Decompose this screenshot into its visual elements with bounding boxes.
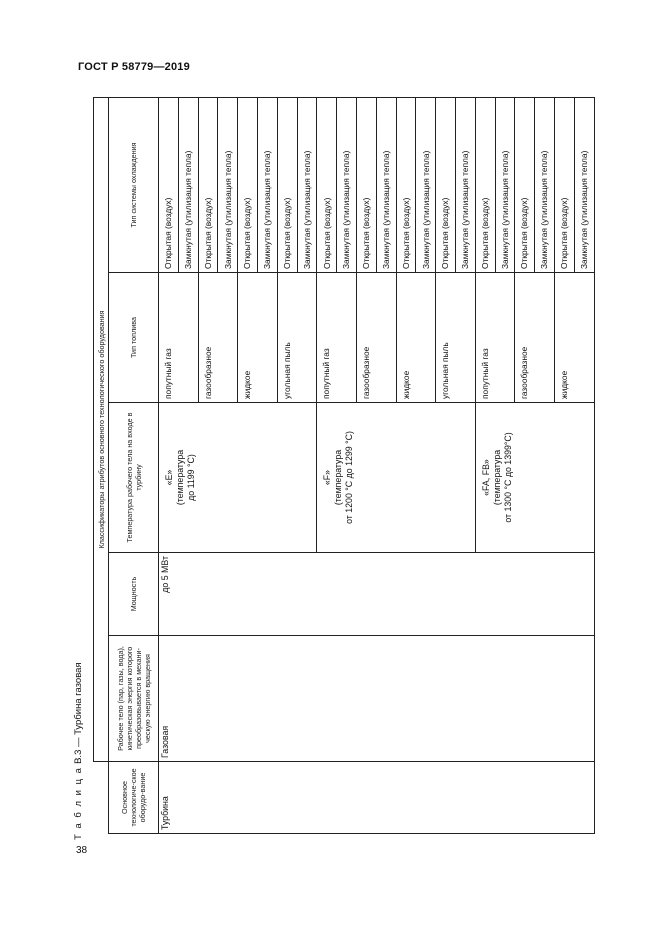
table-caption [73,662,84,840]
col-temperature: Температура рабочего тела на входе в турбину [109,403,159,553]
cooling-open-cell: Открытая (воздух) [238,97,258,272]
cooling-open-cell: Открытая (воздух) [475,97,495,272]
fuel-cell: попутный газ [317,273,357,403]
col-fuel: Тип топлива [109,273,159,403]
fuel-cell: попутный газ [159,273,199,403]
fuel-cell: жидкое [396,273,436,403]
rotated-table-area [73,95,603,840]
cooling-closed-cell: Замкнутая (утилизация тепла) [495,97,515,272]
page-number: 38 [76,845,88,856]
cooling-open-cell: Открытая (воздух) [198,97,218,272]
cooling-open-cell: Открытая (воздух) [554,97,574,272]
cooling-open-cell: Открытая (воздух) [356,97,376,272]
cooling-closed-cell: Замкнутая (утилизация тепла) [574,97,594,272]
col-working-body: Рабочее тело (пар, газы, вода), кинетическая энергия которого преобразовывается в механи-ческую энергию вращения [109,636,159,762]
cooling-open-cell: Открытая (воздух) [317,97,337,272]
main-equipment-cell: Турбина [159,762,595,834]
cooling-closed-cell: Замкнутая (утилизация тепла) [218,97,238,272]
fuel-cell: угольная пыль [436,273,476,403]
caption-text: В.3 — Турбина газовая [73,662,84,764]
working-body-cell: Газовая [159,636,595,762]
fuel-cell: угольная пыль [277,273,317,403]
cooling-closed-cell: Замкнутая (утилизация тепла) [337,97,357,272]
cooling-closed-cell: Замкнутая (утилизация тепла) [535,97,555,272]
temperature-cell: «E» (температура до 1199 °С) [159,403,317,553]
fuel-cell: газообразное [356,273,396,403]
power-cell: до 5 МВт [159,553,595,636]
group-header: Классификаторы атрибутов основного технологического оборудования [94,97,109,761]
col-cooling: Тип системы охлаждения [109,97,159,272]
cooling-open-cell: Открытая (воздух) [515,97,535,272]
cooling-closed-cell: Замкнутая (утилизация тепла) [376,97,396,272]
cooling-open-cell: Открытая (воздух) [277,97,297,272]
caption-prefix: Т а б л и ц а [73,766,84,840]
fuel-cell: жидкое [238,273,278,403]
attributes-table [93,97,595,834]
temperature-cell: «FA, FB» (температура от 1300 °С до 1399°С) [475,403,594,553]
cooling-open-cell: Открытая (воздух) [159,97,179,272]
cooling-closed-cell: Замкнутая (утилизация тепла) [297,97,317,272]
cooling-open-cell: Открытая (воздух) [396,97,416,272]
cooling-closed-cell: Замкнутая (утилизация тепла) [178,97,198,272]
fuel-cell: газообразное [198,273,238,403]
cooling-open-cell: Открытая (воздух) [436,97,456,272]
document-header: ГОСТ Р 58779—2019 [78,61,190,73]
cooling-closed-cell: Замкнутая (утилизация тепла) [455,97,475,272]
cooling-closed-cell: Замкнутая (утилизация тепла) [416,97,436,272]
fuel-cell: жидкое [554,273,594,403]
fuel-cell: газообразное [515,273,555,403]
col-power: Мощность [109,553,159,636]
fuel-cell: попутный газ [475,273,515,403]
temperature-cell: «F» (температура от 1200 °С до 1299 °С) [317,403,475,553]
cooling-closed-cell: Замкнутая (утилизация тепла) [257,97,277,272]
col-main-equipment: Основное технологиче-ское оборудо-вание [109,762,159,834]
